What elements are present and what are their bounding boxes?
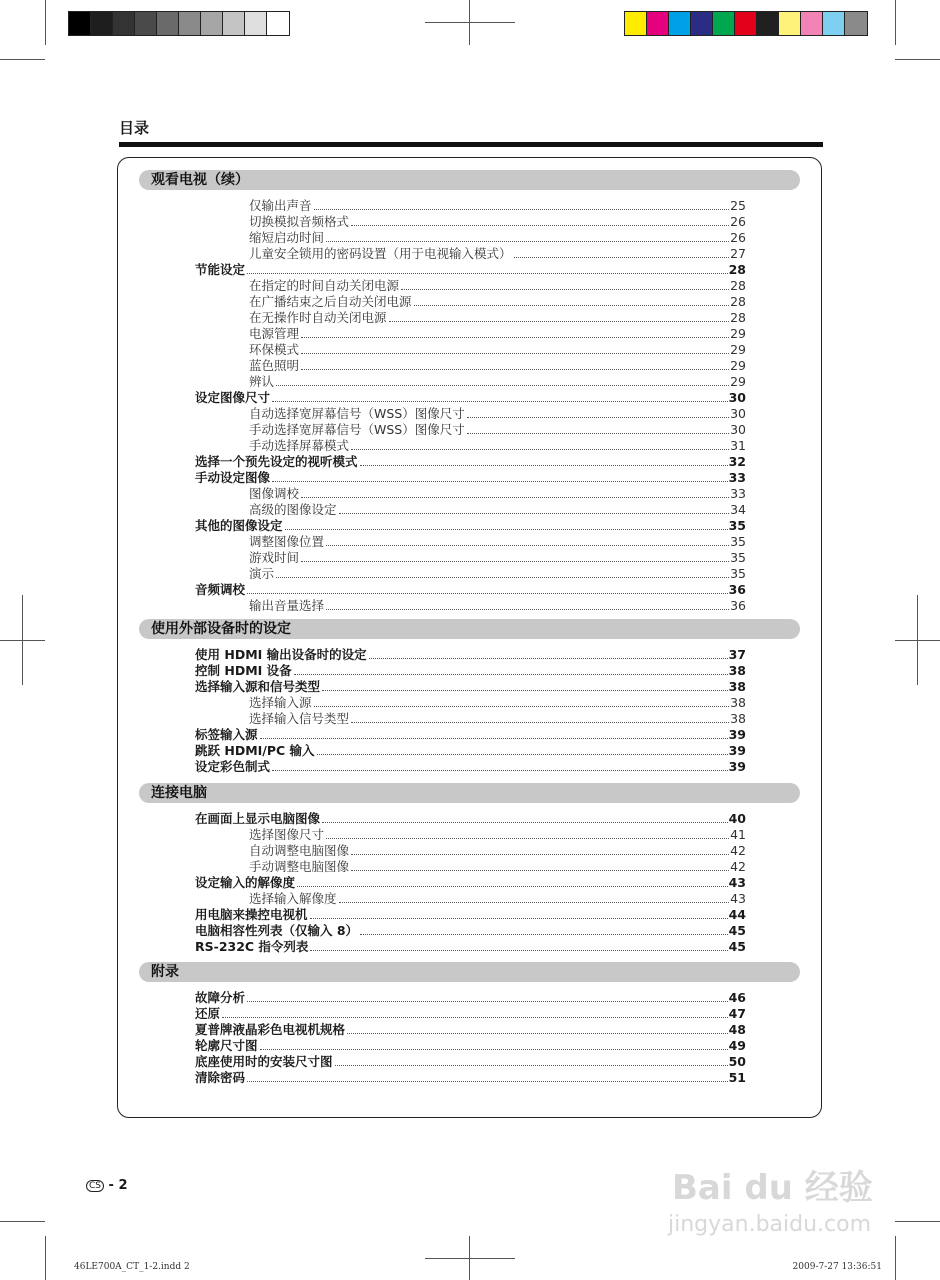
calibration-swatch [267, 12, 289, 35]
toc-entry-page: 28 [728, 262, 746, 277]
toc-entry-page: 37 [728, 647, 746, 662]
dot-leader [326, 544, 729, 546]
toc-entry-title: 选择输入信号类型 [249, 711, 350, 726]
title-rule [119, 142, 823, 147]
calibration-swatch [845, 12, 867, 35]
crop-mark [895, 1236, 896, 1280]
calibration-swatch [625, 12, 647, 35]
calibration-swatch [823, 12, 845, 35]
toc-entry[interactable] [249, 550, 746, 566]
toc-entry[interactable] [249, 827, 746, 843]
crop-mark [895, 1221, 940, 1222]
section-title: 观看电视（续） [151, 172, 249, 188]
toc-entry-title: 在无操作时自动关闭电源 [249, 310, 387, 325]
toc-entry-title: 底座使用时的安装尺寸图 [195, 1054, 333, 1069]
crop-mark [45, 1236, 46, 1280]
toc-entry-page: 26 [730, 230, 746, 245]
toc-entry-page: 26 [730, 214, 746, 229]
toc-entry[interactable] [249, 534, 746, 550]
toc-entry-page: 29 [730, 342, 746, 357]
dot-leader [351, 448, 729, 450]
dot-leader [276, 576, 729, 578]
calibration-swatch [179, 12, 201, 35]
toc-entry-title: 其他的图像设定 [195, 518, 283, 533]
toc-entry-title: 选择图像尺寸 [249, 827, 325, 842]
toc-entry[interactable] [195, 939, 746, 955]
language-badge: CS [86, 1180, 104, 1192]
dot-leader [467, 432, 729, 434]
toc-entry-page: 29 [730, 374, 746, 389]
toc-entry[interactable] [195, 907, 746, 923]
toc-entry-title: 设定输入的解像度 [195, 875, 296, 890]
toc-entry[interactable] [195, 811, 746, 827]
toc-entry[interactable] [249, 859, 746, 875]
toc-entry-title: 辨认 [249, 374, 275, 389]
dot-leader [314, 208, 730, 210]
toc-entry-page: 43 [730, 891, 746, 906]
toc-entry[interactable] [249, 566, 746, 582]
section-header [139, 170, 800, 190]
toc-entry-page: 39 [728, 743, 746, 758]
toc-entry[interactable] [249, 843, 746, 859]
toc-entry-title: 电源管理 [249, 326, 300, 341]
dot-leader [260, 1048, 728, 1050]
dot-leader [301, 352, 729, 354]
dot-leader [247, 272, 728, 274]
toc-entry-page: 40 [728, 811, 746, 826]
dot-leader [285, 528, 728, 530]
toc-entry-title: 自动调整电脑图像 [249, 843, 350, 858]
toc-entry-page: 45 [728, 939, 746, 954]
toc-entry-title: 跳跃 HDMI/PC 输入 [195, 743, 315, 758]
toc-entry-page: 35 [730, 566, 746, 581]
print-slug-right: 2009-7-27 13:36:51 [792, 1262, 882, 1272]
toc-entry[interactable] [195, 470, 746, 486]
toc-entry-page: 42 [730, 843, 746, 858]
toc-entry-title: 夏普牌液晶彩色电视机规格 [195, 1022, 346, 1037]
dot-leader [301, 368, 729, 370]
toc-entry-title: 还原 [195, 1006, 221, 1021]
dot-leader [326, 608, 729, 610]
toc-entry-title: 图像调校 [249, 486, 300, 501]
toc-entry-title: 使用 HDMI 输出设备时的设定 [195, 647, 367, 662]
toc-entry-page: 33 [730, 486, 746, 501]
toc-entry-page: 36 [728, 582, 746, 597]
toc-entry[interactable] [195, 727, 746, 743]
toc-entry[interactable] [195, 875, 746, 891]
toc-entry-page: 48 [728, 1022, 746, 1037]
toc-entry[interactable] [249, 198, 746, 214]
dot-leader [310, 949, 727, 951]
dot-leader [247, 592, 728, 594]
dot-leader [351, 721, 729, 723]
toc-entry-page: 39 [728, 759, 746, 774]
watermark-url: jingyan.baidu.com [668, 1212, 872, 1237]
calibration-swatch [779, 12, 801, 35]
dot-leader [322, 689, 728, 691]
dot-leader [339, 512, 730, 514]
dot-leader [414, 304, 730, 306]
toc-entry-page: 44 [728, 907, 746, 922]
toc-entry[interactable] [195, 990, 746, 1006]
toc-entry[interactable] [195, 759, 746, 775]
toc-entry-page: 27 [730, 246, 746, 261]
dot-leader [369, 657, 728, 659]
crop-mark [895, 59, 940, 60]
dot-leader [317, 753, 728, 755]
toc-entry-title: RS-232C 指令列表 [195, 939, 309, 954]
toc-entry-page: 25 [730, 198, 746, 213]
print-slug-left: 46LE700A_CT_1-2.indd 2 [74, 1262, 190, 1272]
section-title: 使用外部设备时的设定 [151, 621, 291, 637]
section-header [139, 962, 800, 982]
calibration-swatch [757, 12, 779, 35]
crop-mark [0, 59, 45, 60]
calibration-swatch [223, 12, 245, 35]
toc-entry-title: 选择输入源 [249, 695, 312, 710]
toc-entry-title: 选择输入解像度 [249, 891, 337, 906]
page-number [86, 1178, 128, 1193]
toc-entry[interactable] [195, 518, 746, 534]
dot-leader [351, 224, 729, 226]
dot-leader [260, 737, 728, 739]
dot-leader [326, 240, 729, 242]
toc-entry[interactable] [195, 582, 746, 598]
watermark-brand: Bai du 经验 [672, 1168, 873, 1208]
toc-entry[interactable] [195, 1070, 746, 1086]
dot-leader [339, 901, 730, 903]
toc-entry[interactable] [249, 598, 746, 614]
toc-entry-title: 在广播结束之后自动关闭电源 [249, 294, 412, 309]
calibration-swatch [201, 12, 223, 35]
toc-entry-title: 音频调校 [195, 582, 246, 597]
toc-entry[interactable] [195, 1006, 746, 1022]
dot-leader [272, 480, 728, 482]
toc-entry[interactable] [249, 326, 746, 342]
dot-leader [272, 400, 728, 402]
toc-entry-page: 49 [728, 1038, 746, 1053]
gray-calibration-bar [68, 11, 290, 36]
dot-leader [360, 933, 728, 935]
toc-entry-title: 自动选择宽屏幕信号（WSS）图像尺寸 [249, 406, 465, 421]
toc-entry-page: 38 [728, 663, 746, 678]
toc-entry[interactable] [249, 374, 746, 390]
toc-entry[interactable] [249, 695, 746, 711]
dot-leader [322, 821, 728, 823]
dot-leader [347, 1032, 728, 1034]
calibration-swatch [69, 12, 91, 35]
toc-entry-title: 蓝色照明 [249, 358, 300, 373]
toc-entry[interactable] [249, 486, 746, 502]
toc-entry-page: 29 [730, 358, 746, 373]
toc-entry-page: 38 [730, 695, 746, 710]
toc-entry-title: 设定图像尺寸 [195, 390, 271, 405]
toc-entry-page: 46 [728, 990, 746, 1005]
toc-entry-page: 42 [730, 859, 746, 874]
toc-entry-title: 故障分析 [195, 990, 246, 1005]
calibration-swatch [245, 12, 267, 35]
dot-leader [326, 837, 729, 839]
toc-entry-page: 51 [728, 1070, 746, 1085]
dot-leader [351, 869, 729, 871]
toc-entry-page: 34 [730, 502, 746, 517]
toc-entry-title: 环保模式 [249, 342, 300, 357]
toc-entry-page: 30 [728, 390, 746, 405]
toc-entry[interactable] [249, 278, 746, 294]
crop-mark [45, 0, 46, 45]
calibration-swatch [157, 12, 179, 35]
toc-entry-page: 43 [728, 875, 746, 890]
dot-leader [247, 1000, 728, 1002]
registration-mark [895, 640, 940, 641]
toc-entry[interactable] [249, 310, 746, 326]
dot-leader [467, 416, 729, 418]
toc-entry-title: 仅输出声音 [249, 198, 312, 213]
toc-entry-page: 39 [728, 727, 746, 742]
page-number-text: - 2 [108, 1178, 128, 1193]
section-header [139, 619, 800, 639]
toc-entry[interactable] [195, 262, 746, 278]
dot-leader [294, 673, 728, 675]
toc-entry[interactable] [249, 294, 746, 310]
toc-entry-title: 调整图像位置 [249, 534, 325, 549]
dot-leader [314, 705, 730, 707]
calibration-swatch [735, 12, 757, 35]
toc-entry-title: 切换模拟音频格式 [249, 214, 350, 229]
dot-leader [247, 1080, 728, 1082]
toc-entry-title: 在指定的时间自动关闭电源 [249, 278, 400, 293]
toc-entry-title: 高级的图像设定 [249, 502, 337, 517]
toc-entry-page: 38 [730, 711, 746, 726]
toc-entry-title: 控制 HDMI 设备 [195, 663, 292, 678]
dot-leader [335, 1064, 728, 1066]
toc-entry-page: 30 [730, 422, 746, 437]
calibration-swatch [113, 12, 135, 35]
dot-leader [222, 1016, 728, 1018]
toc-entry-page: 29 [730, 326, 746, 341]
toc-entry[interactable] [249, 214, 746, 230]
toc-entry-page: 32 [728, 454, 746, 469]
toc-entry-page: 50 [728, 1054, 746, 1069]
toc-entry-title: 在画面上显示电脑图像 [195, 811, 321, 826]
toc-entry-title: 缩短启动时间 [249, 230, 325, 245]
toc-entry[interactable] [195, 454, 746, 470]
toc-entry-page: 38 [728, 679, 746, 694]
toc-entry-title: 手动设定图像 [195, 470, 271, 485]
toc-entry[interactable] [195, 663, 746, 679]
dot-leader [272, 769, 728, 771]
toc-entry[interactable] [249, 246, 746, 262]
toc-entry-page: 31 [730, 438, 746, 453]
toc-entry-page: 28 [730, 310, 746, 325]
toc-entry[interactable] [249, 230, 746, 246]
toc-entry-title: 儿童安全锁用的密码设置（用于电视输入模式） [249, 246, 512, 261]
toc-entry-title: 手动选择宽屏幕信号（WSS）图像尺寸 [249, 422, 465, 437]
toc-entry-title: 电脑相容性列表（仅输入 8） [195, 923, 359, 938]
dot-leader [389, 320, 730, 322]
toc-entry[interactable] [249, 422, 746, 438]
crop-mark [895, 0, 896, 45]
toc-entry-title: 标签输入源 [195, 727, 258, 742]
toc-entry[interactable] [195, 743, 746, 759]
toc-entry-page: 47 [728, 1006, 746, 1021]
toc-entry-title: 手动选择屏幕模式 [249, 438, 350, 453]
calibration-swatch [691, 12, 713, 35]
dot-leader [401, 288, 729, 290]
toc-entry-title: 手动调整电脑图像 [249, 859, 350, 874]
toc-entry-page: 30 [730, 406, 746, 421]
toc-entry[interactable] [249, 342, 746, 358]
toc-entry-page: 28 [730, 278, 746, 293]
toc-entry-page: 35 [730, 534, 746, 549]
toc-entry-page: 35 [730, 550, 746, 565]
color-calibration-bar [624, 11, 868, 36]
toc-entry[interactable] [249, 711, 746, 727]
toc-entry-title: 演示 [249, 566, 275, 581]
toc-entry[interactable] [195, 1038, 746, 1054]
calibration-swatch [91, 12, 113, 35]
dot-leader [301, 496, 729, 498]
toc-entry-title: 用电脑来操控电视机 [195, 907, 308, 922]
dot-leader [301, 336, 729, 338]
page-title: 目录 [119, 119, 150, 137]
section-header [139, 783, 800, 803]
toc-entry-page: 35 [728, 518, 746, 533]
toc-entry[interactable] [195, 1054, 746, 1070]
calibration-swatch [801, 12, 823, 35]
toc-entry-title: 选择一个预先设定的视听模式 [195, 454, 358, 469]
toc-entry-title: 选择输入源和信号类型 [195, 679, 321, 694]
registration-mark [425, 22, 515, 23]
toc-entry[interactable] [249, 891, 746, 907]
toc-entry-title: 设定彩色制式 [195, 759, 271, 774]
crop-mark [0, 1221, 45, 1222]
dot-leader [297, 885, 728, 887]
calibration-swatch [647, 12, 669, 35]
toc-entry-page: 33 [728, 470, 746, 485]
toc-entry[interactable] [195, 679, 746, 695]
dot-leader [514, 256, 730, 258]
toc-entry-page: 41 [730, 827, 746, 842]
toc-entry-page: 28 [730, 294, 746, 309]
dot-leader [310, 917, 728, 919]
toc-entry-title: 游戏时间 [249, 550, 300, 565]
toc-entry[interactable] [249, 438, 746, 454]
registration-mark [425, 1258, 515, 1259]
toc-entry[interactable] [249, 358, 746, 374]
toc-entry-title: 清除密码 [195, 1070, 246, 1085]
calibration-swatch [135, 12, 157, 35]
toc-entry-page: 36 [730, 598, 746, 613]
calibration-swatch [669, 12, 691, 35]
toc-entry[interactable] [195, 1022, 746, 1038]
section-title: 附录 [151, 964, 179, 980]
toc-entry[interactable] [249, 406, 746, 422]
dot-leader [276, 384, 729, 386]
toc-entry[interactable] [195, 647, 746, 663]
registration-mark [0, 640, 45, 641]
calibration-swatch [713, 12, 735, 35]
section-title: 连接电脑 [151, 785, 207, 801]
dot-leader [351, 853, 729, 855]
toc-entry-page: 45 [728, 923, 746, 938]
toc-entry[interactable] [195, 923, 746, 939]
dot-leader [360, 464, 728, 466]
toc-entry[interactable] [195, 390, 746, 406]
toc-entry-title: 输出音量选择 [249, 598, 325, 613]
toc-entry-title: 轮廓尺寸图 [195, 1038, 258, 1053]
toc-entry[interactable] [249, 502, 746, 518]
toc-entry-title: 节能设定 [195, 262, 246, 277]
dot-leader [301, 560, 729, 562]
